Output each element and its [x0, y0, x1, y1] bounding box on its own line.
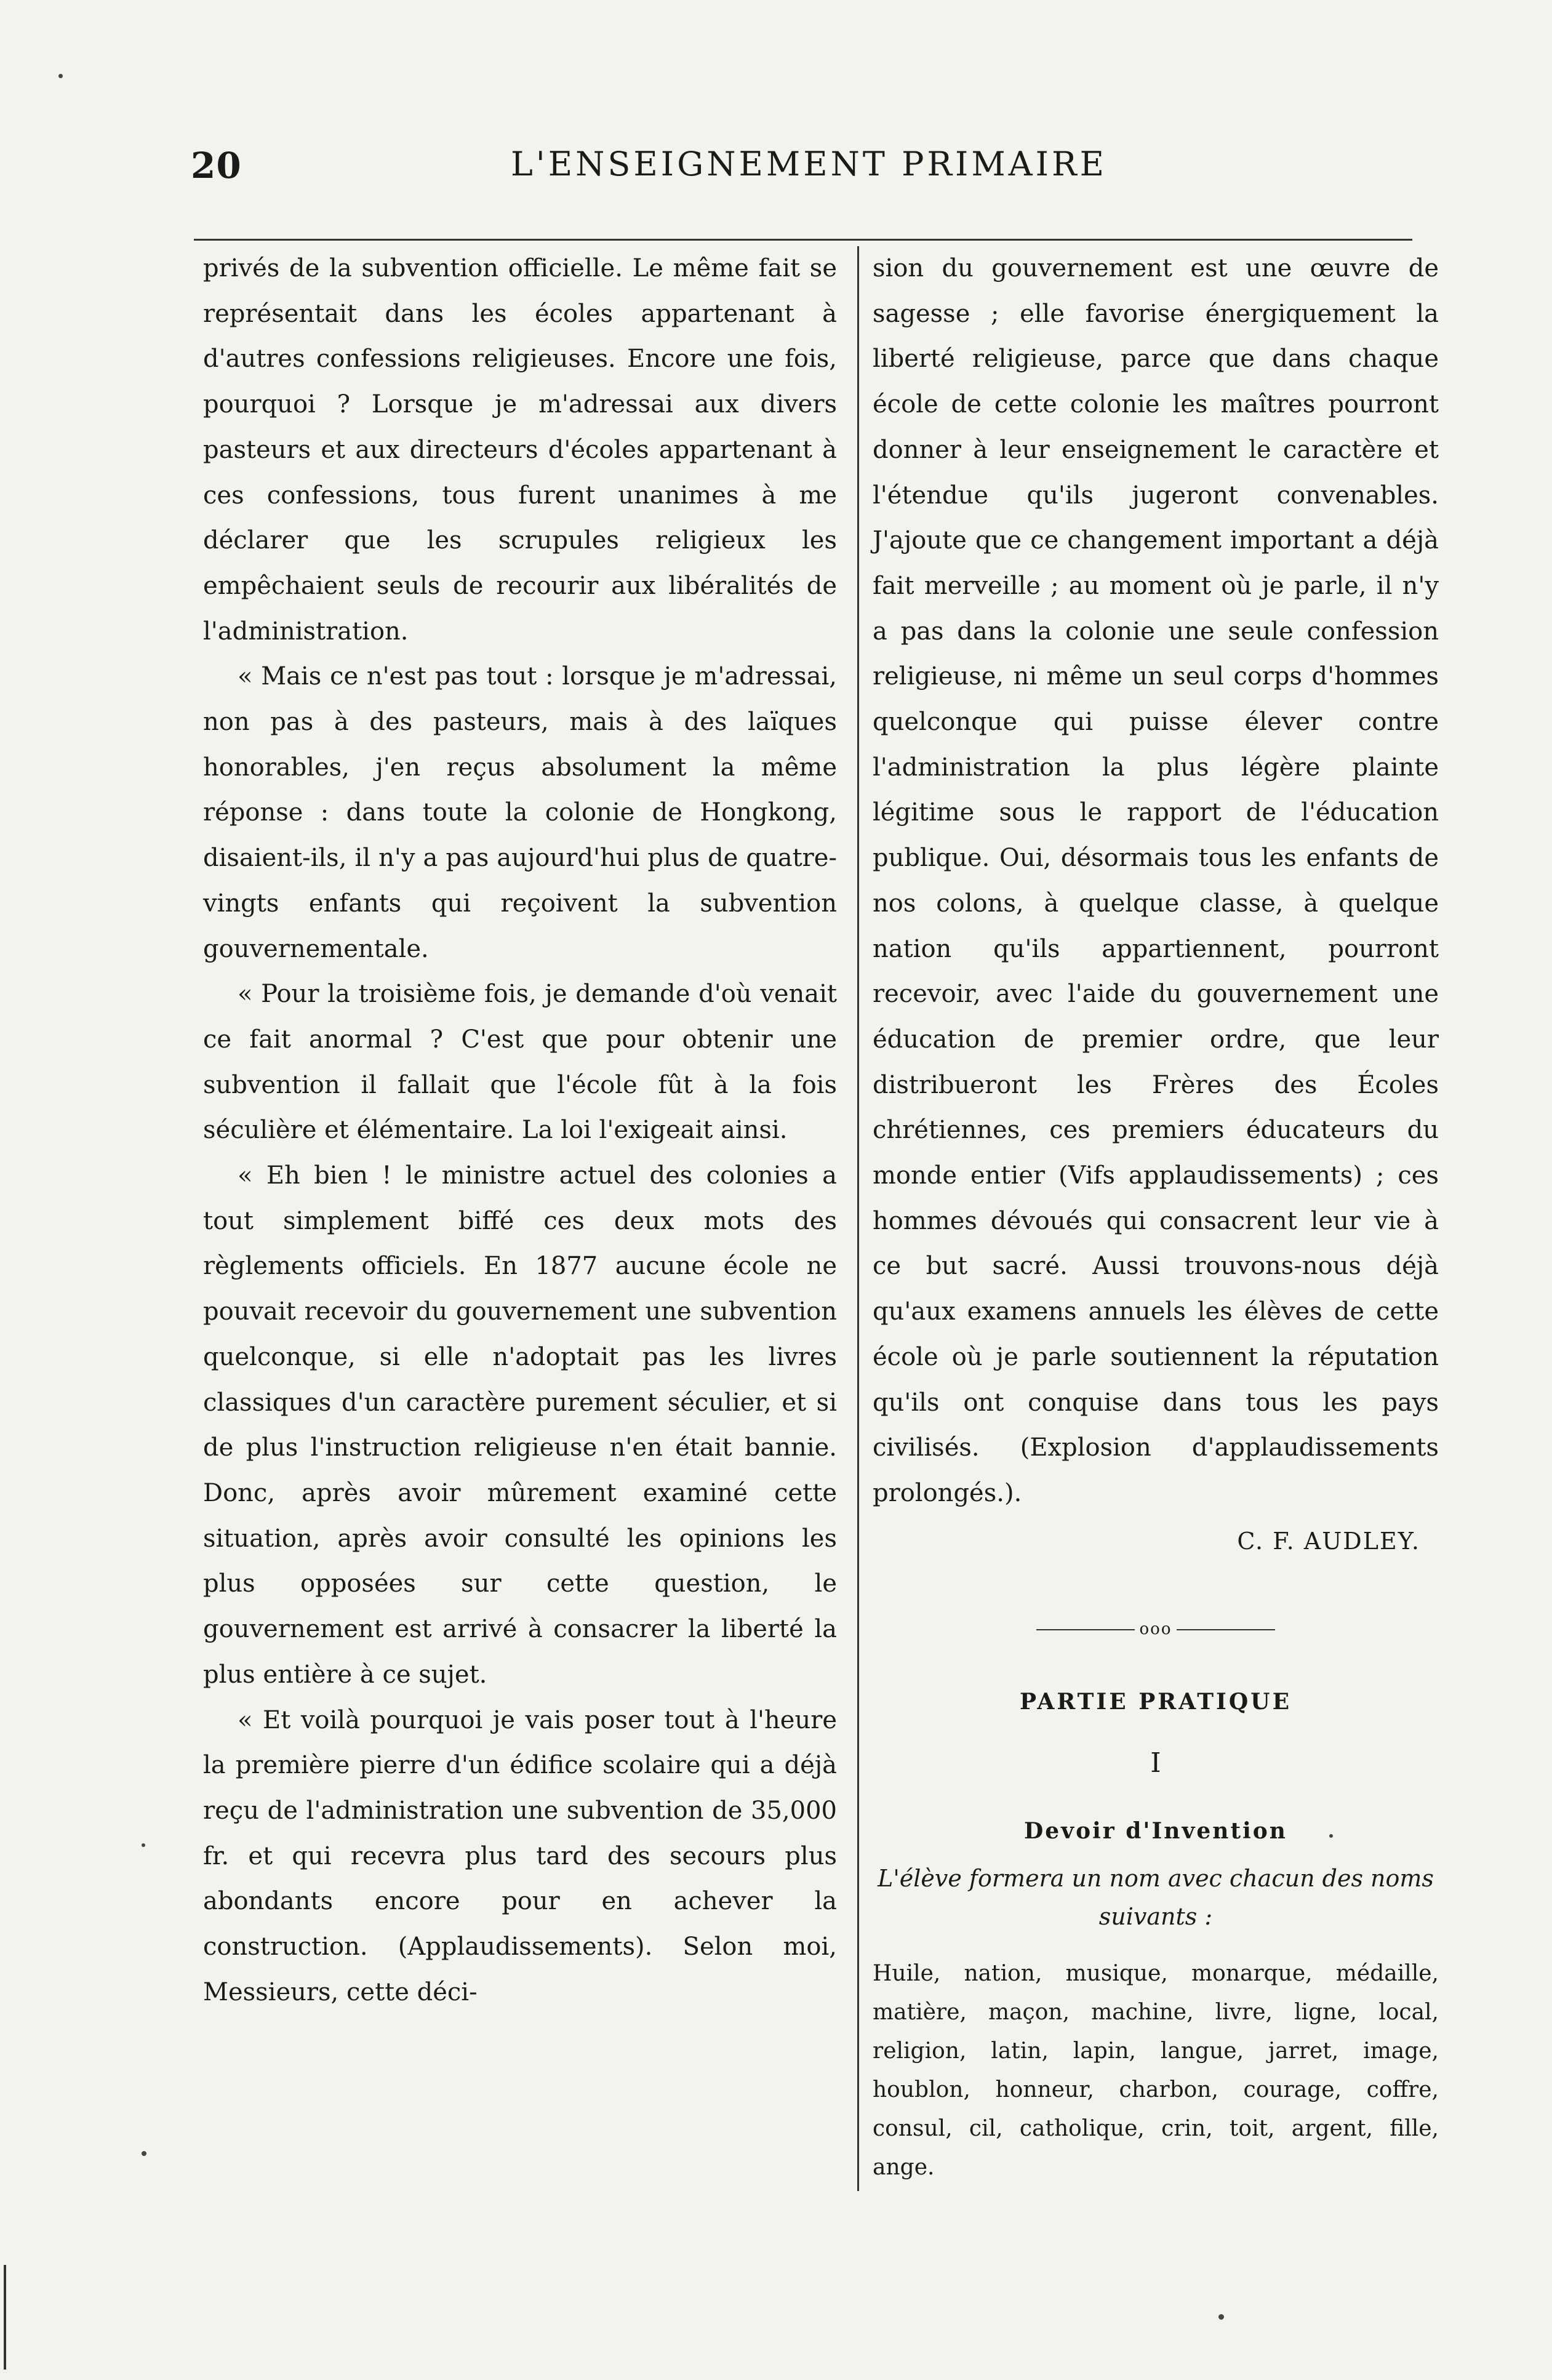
running-title: L'ENSEIGNEMENT PRIMAIRE	[511, 145, 1108, 183]
word-list: Huile, nation, musique, monarque, médaille, matière, maçon, machine, livre, ligne, local, religion, latin, lapin, langue, jarret, image, houblon, honneur, charbon, courage, coffre, consul, cil, catholique, crin, toit, argent, fille, ange.	[873, 1961, 1439, 2181]
page-header	[191, 145, 1428, 218]
separator-line	[1036, 1629, 1135, 1630]
right-column	[873, 246, 1439, 2187]
scan-speck	[1218, 2314, 1224, 2320]
section-number: I	[1150, 1747, 1161, 1779]
separator-mark: ooo	[1139, 1620, 1172, 1639]
scan-edge-mark	[4, 2265, 6, 2370]
paragraph: « Pour la troisième fois, je demande d'où venait ce fait anormal ? C'est que pour obtenir une subvention il fallait que l'école fût à la fois séculière et élémentaire. La loi l'exigeait ainsi.	[203, 980, 837, 1145]
scan-speck	[142, 1843, 145, 1847]
paragraph: « Mais ce n'est pas tout : lorsque je m'adressai, non pas à des pasteurs, mais à des laïques honorables, j'en reçus absolument la même réponse : dans toute la colonie de Hongkong, disaient-ils, il n'y a pas aujourd'hui plus de quatre-vingts enfants qui reçoivent la subvention gouvernementale.	[203, 662, 837, 963]
left-column	[203, 246, 837, 2015]
scan-speck	[1329, 1834, 1333, 1838]
exercise-title: Devoir d'Invention	[1024, 1818, 1287, 1845]
section-title: PARTIE PRATIQUE	[1019, 1689, 1292, 1715]
signature: C. F. AUDLEY.	[1237, 1527, 1420, 1555]
scan-speck	[58, 74, 63, 78]
paragraph-continuation: privés de la subvention officielle. Le même fait se représentait dans les écoles appartenant à d'autres confessions religieuses. Encore une fois, pourquoi ? Lorsque je m'adressai aux divers pasteurs et aux directeurs d'écoles appartenant à ces confessions, tous furent unanimes à me déclarer que les scrupules religieux les empêchaient seuls de recourir aux libéralités de l'administration.	[203, 254, 837, 646]
paragraph: « Et voilà pourquoi je vais poser tout à l'heure la première pierre d'un édifice scolaire qui a déjà reçu de l'administration une subvention de 35,000 fr. et qui recevra plus tard des secours plus abondants encore pour en achever la construction. (Applaudissements). Selon moi, Messieurs, cette déci-	[203, 1705, 837, 2006]
page-number: 20	[191, 145, 242, 186]
section-separator	[873, 1607, 1439, 1653]
separator-line	[1177, 1629, 1275, 1630]
scan-speck	[142, 2151, 146, 2156]
header-rule	[194, 239, 1412, 241]
column-divider	[857, 246, 859, 2191]
paragraph-continuation: sion du gouvernement est une œuvre de sagesse ; elle favorise énergiquement la liberté religieuse, parce que dans chaque école de cette colonie les maîtres pourront donner à leur enseignement le caractère et l'étendue qu'ils jugeront convenables. J'ajoute que ce changement important a déjà fait merveille ; au moment où je parle, il n'y a pas dans la colonie une seule confession religieuse, ni même un seul corps d'hommes quelconque qui puisse élever contre l'administration la plus légère plainte légitime sous le rapport de l'éducation publique. Oui, désormais tous les enfants de nos colons, à quelque classe, à quelque nation qu'ils appartiennent, pourront recevoir, avec l'aide du gouvernement une éducation de premier ordre, que leur distribueront les Frères des Écoles chrétiennes, ces premiers éducateurs du monde entier (Vifs applaudissements) ; ces hommes dévoués qui consacrent leur vie à ce but sacré. Aussi trouvons-nous déjà qu'aux examens annuels les élèves de cette école où je parle soutiennent la réputation qu'ils ont conquise dans tous les pays civilisés. (Explosion d'applaudissements prolongés.).	[873, 254, 1439, 1507]
paragraph: « Eh bien ! le ministre actuel des colonies a tout simplement biffé ces deux mots des règlements officiels. En 1877 aucune école ne pouvait recevoir du gouvernement une subvention quelconque, si elle n'adoptait pas les livres classiques d'un caractère purement séculier, et si de plus l'instruction religieuse n'en était bannie. Donc, après avoir mûrement examiné cette situation, après avoir consulté les opinions les plus opposées sur cette question, le gouvernement est arrivé à consacrer la liberté la plus entière à ce sujet.	[203, 1161, 837, 1689]
exercise-instruction: L'élève formera un nom avec chacun des noms suivants :	[878, 1865, 1434, 1931]
